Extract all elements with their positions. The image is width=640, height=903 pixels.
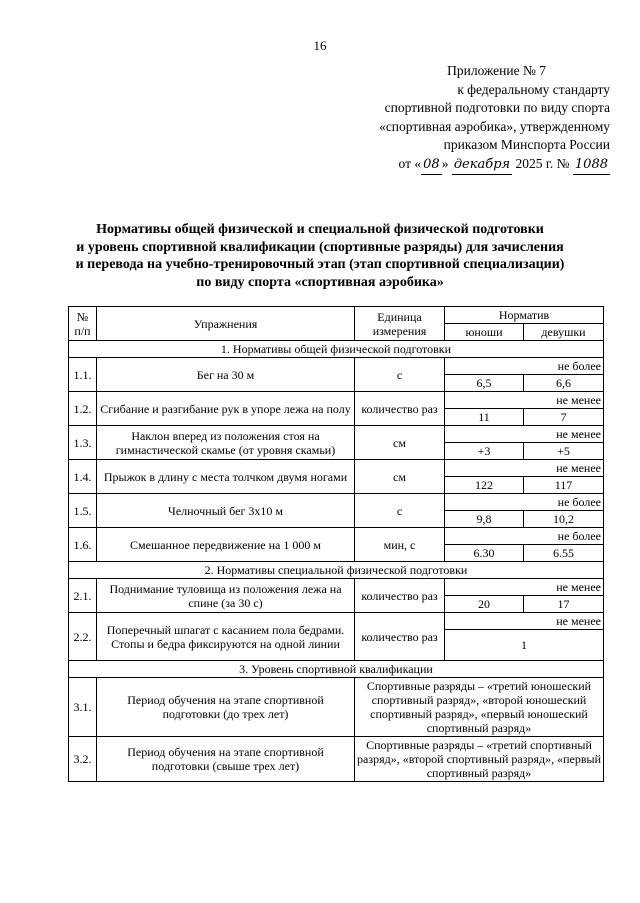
row-num: 1.4. [69, 460, 97, 494]
row-exercise: Смешанное передвижение на 1 000 м [97, 528, 355, 562]
row-condition: не менее [445, 392, 604, 409]
section-row [69, 341, 604, 358]
row-condition: не менее [445, 460, 604, 477]
table-row [69, 460, 604, 477]
table-row [69, 737, 604, 782]
appendix-line: «спортивная аэробика», утвержденному [379, 118, 610, 134]
row-num: 3.1. [69, 678, 97, 737]
header-exercise: Упражнения [97, 307, 355, 341]
row-num: 3.2. [69, 737, 97, 782]
row-girls: +5 [524, 443, 604, 460]
row-num: 2.2. [69, 613, 97, 661]
header-boys: юноши [445, 324, 524, 341]
row-condition: не более [445, 494, 604, 511]
row-condition: не менее [445, 426, 604, 443]
row-unit: количество раз [355, 579, 445, 613]
appendix-line: приказом Минспорта России [443, 137, 610, 152]
row-exercise: Сгибание и разгибание рук в упоре лежа на полу [97, 392, 355, 426]
table-row [69, 494, 604, 511]
header-girls: девушки [524, 324, 604, 341]
row-unit: с [355, 494, 445, 528]
table-row [69, 613, 604, 630]
row-unit: мин, с [355, 528, 445, 562]
row-boys: 9,8 [445, 511, 524, 528]
row-boys: 11 [445, 409, 524, 426]
row-exercise: Период обучения на этапе спортивной подготовки (до трех лет) [97, 678, 355, 737]
row-condition: не более [445, 528, 604, 545]
row-num: 1.1. [69, 358, 97, 392]
appendix-line: спортивной подготовки по виду спорта [384, 100, 610, 115]
row-girls: 117 [524, 477, 604, 494]
row-value: Спортивные разряды – «третий спортивный разряд», «второй спортивный разряд», «первый спортивный разряд» [355, 737, 604, 782]
date-prefix: от « [398, 155, 422, 171]
section-title: 3. Уровень спортивной квалификации [69, 661, 604, 678]
row-boys: 6,5 [445, 375, 524, 392]
row-condition: не менее [445, 613, 604, 630]
row-unit: см [355, 460, 445, 494]
row-exercise: Наклон вперед из положения стоя на гимнастической скамье (от уровня скамьи) [97, 426, 355, 460]
row-exercise: Бег на 30 м [97, 358, 355, 392]
header-num: № п/п [69, 307, 97, 341]
header-row [69, 307, 604, 324]
row-value: Спортивные разряды – «третий юношеский спортивный разряд», «второй юношеский спортивный разряд», «первый юношеский спортивный разряд» [355, 678, 604, 737]
order-date-line [310, 155, 610, 176]
order-number: 1088 [573, 156, 610, 176]
appendix-line: к федеральному стандарту [457, 81, 610, 97]
table-row [69, 426, 604, 443]
document-title [40, 221, 600, 291]
table-row [69, 579, 604, 596]
section-row [69, 562, 604, 579]
header-norm: Норматив [445, 307, 604, 324]
row-unit: количество раз [355, 392, 445, 426]
row-boys: 20 [445, 596, 524, 613]
page-number: 16 [313, 38, 327, 53]
row-girls: 6.55 [524, 545, 604, 562]
row-num: 2.1. [69, 579, 97, 613]
row-num: 1.3. [69, 426, 97, 460]
section-title: 1. Нормативы общей физической подготовки [69, 341, 604, 358]
title-line: и перевода на учебно-тренировочный этап (этап спортивной специализации) [75, 257, 565, 272]
row-boys: 122 [445, 477, 524, 494]
date-day: 08 [421, 156, 442, 176]
table-row [69, 358, 604, 375]
section-title: 2. Нормативы специальной физической подготовки [69, 562, 604, 579]
header-unit: Единица измерения [355, 307, 445, 341]
row-num: 1.6. [69, 528, 97, 562]
row-girls: 10,2 [524, 511, 604, 528]
row-num: 1.5. [69, 494, 97, 528]
table-row [69, 392, 604, 409]
row-girls: 7 [524, 409, 604, 426]
row-condition: не менее [445, 579, 604, 596]
row-girls: 17 [524, 596, 604, 613]
title-line: и уровень спортивной квалификации (спортивные разряды) для зачисления [76, 239, 564, 255]
appendix-title: Приложение № 7 [447, 63, 546, 78]
date-month: декабря [452, 156, 512, 176]
row-unit: количество раз [355, 613, 445, 661]
row-boys: +3 [445, 443, 524, 460]
row-girls: 6,6 [524, 375, 604, 392]
row-boys: 6.30 [445, 545, 524, 562]
date-mid: » [441, 155, 449, 171]
appendix-header [310, 62, 610, 175]
section-row [69, 661, 604, 678]
row-exercise: Поперечный шпагат с касанием пола бедрами. Стопы и бедра фиксируются на одной линии [97, 613, 355, 661]
table-row [69, 678, 604, 737]
row-both: 1 [445, 630, 604, 661]
row-unit: с [355, 358, 445, 392]
norms-table [68, 306, 604, 782]
title-line: по виду спорта «спортивная аэробика» [196, 274, 444, 290]
row-exercise: Период обучения на этапе спортивной подготовки (свыше трех лет) [97, 737, 355, 782]
table-row [69, 528, 604, 545]
row-num: 1.2. [69, 392, 97, 426]
title-line: Нормативы общей физической и специальной физической подготовки [96, 222, 544, 237]
row-exercise: Челночный бег 3х10 м [97, 494, 355, 528]
date-year: 2025 г. № [515, 155, 570, 171]
row-exercise: Прыжок в длину с места толчком двумя ногами [97, 460, 355, 494]
row-unit: см [355, 426, 445, 460]
row-exercise: Поднимание туловища из положения лежа на спине (за 30 с) [97, 579, 355, 613]
row-condition: не более [445, 358, 604, 375]
